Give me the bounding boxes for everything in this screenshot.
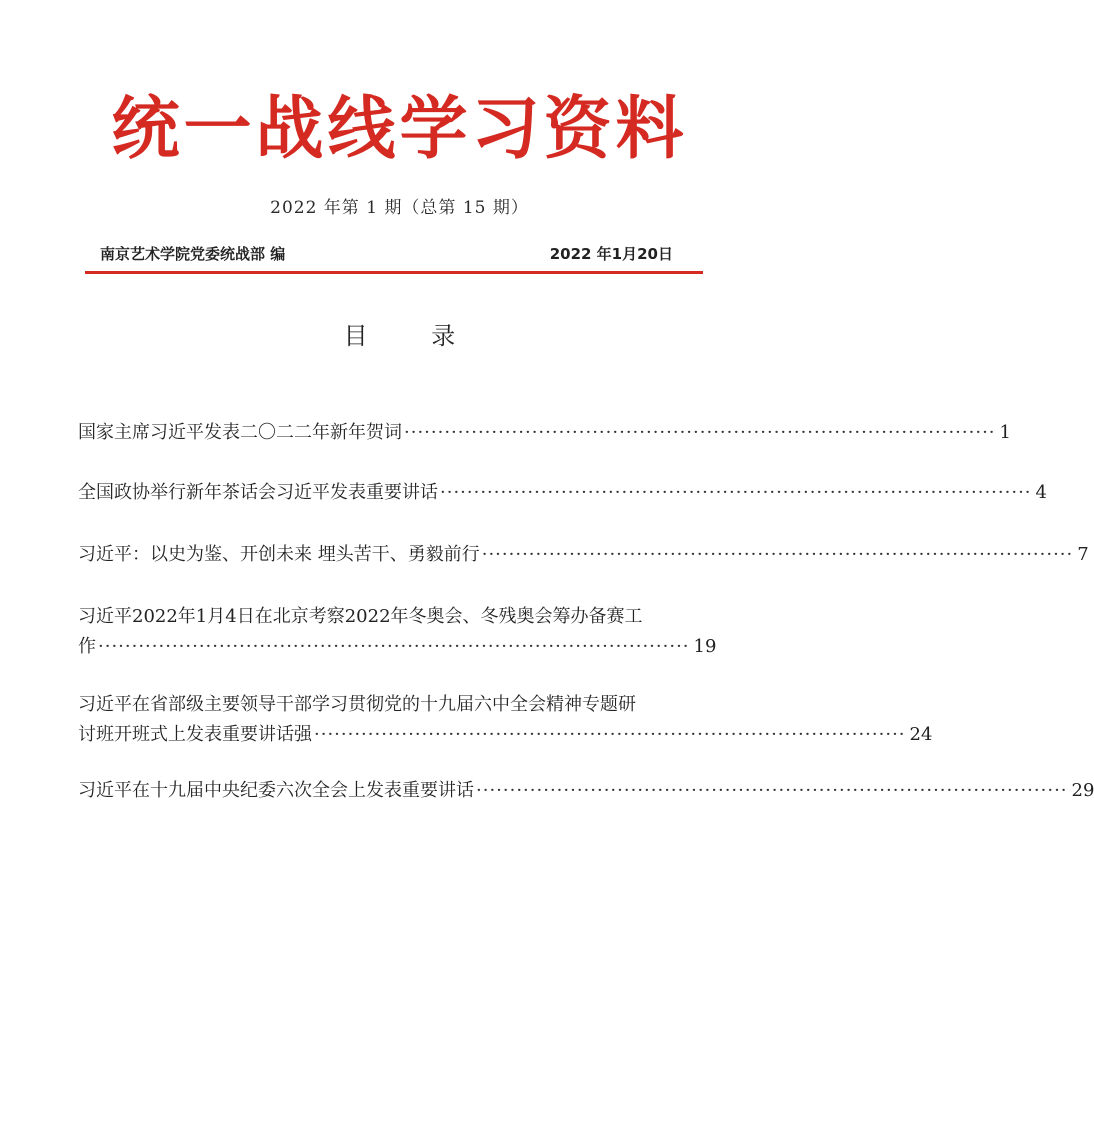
toc-item-page: 7 [1077, 544, 1089, 565]
toc-leader-dots: ························································································ [476, 780, 1068, 801]
toc-item [78, 776, 1094, 806]
toc-item-title: 习近平在十九届中央纪委六次全会上发表重要讲话 [78, 780, 474, 801]
toc-item [78, 540, 1089, 570]
toc-item-title-line1: 习近平2022年1月4日在北京考察2022年冬奥会、冬残奥会筹办备赛工 [78, 606, 643, 627]
toc-item-title: 国家主席习近平发表二〇二二年新年贺词 [78, 422, 402, 443]
toc-item-page: 19 [693, 636, 717, 657]
issue-date: 2022 年1月20日 [549, 245, 673, 263]
issue-number: 2022 年第 1 期（总第 15 期） [270, 198, 529, 218]
red-divider [85, 271, 703, 274]
toc-item-page: 1 [999, 422, 1011, 443]
toc-item [78, 478, 1047, 508]
toc-item-title: 讨班开班式上发表重要讲话强 [78, 724, 312, 745]
toc-item [78, 602, 717, 662]
toc-item-page: 24 [909, 724, 933, 745]
toc-item [78, 418, 1011, 448]
toc-leader-dots: ························································································ [314, 724, 906, 745]
toc-leader-dots: ························································································ [440, 482, 1032, 503]
toc-item [78, 690, 933, 750]
toc-leader-dots: ························································································ [481, 544, 1074, 565]
toc-leader-dots: ························································································ [404, 422, 996, 443]
toc-item-page: 29 [1071, 780, 1094, 801]
toc-leader-dots: ························································································ [98, 636, 690, 657]
toc-heading: 目 录 [343, 322, 484, 350]
toc-item-page: 4 [1035, 482, 1047, 503]
toc-item-title: 作 [78, 636, 96, 657]
toc-item-title: 全国政协举行新年茶话会习近平发表重要讲话 [78, 482, 438, 503]
toc-item-title-line1: 习近平在省部级主要领导干部学习贯彻党的十九届六中全会精神专题研 [78, 694, 636, 715]
masthead-title: 统一战线学习资料 [111, 89, 688, 169]
toc-item-title: 习近平：以史为鉴、开创未来 埋头苦干、勇毅前行 [78, 544, 480, 565]
editor-line: 南京艺术学院党委统战部 编 [100, 245, 286, 263]
